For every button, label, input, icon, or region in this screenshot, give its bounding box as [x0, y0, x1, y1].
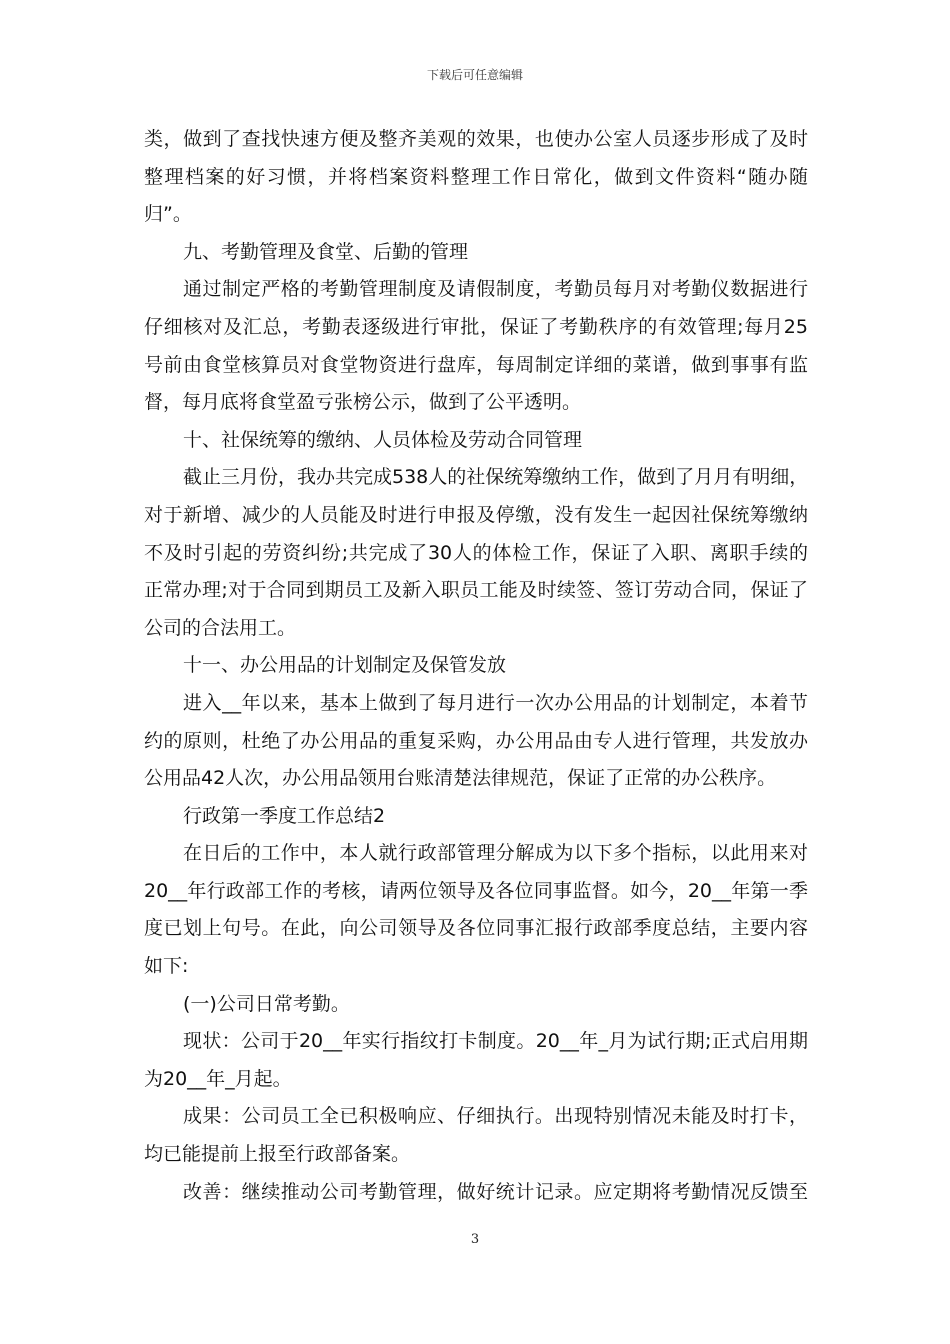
- text-line: 成果：公司员工全已积极响应、仔细执行。出现特别情况未能及时打卡，: [183, 1105, 808, 1128]
- text-line: 20__年行政部工作的考核，请两位领导及各位同事监督。如今，20__年第一季: [144, 879, 808, 902]
- text-line: 截止三月份，我办共完成538人的社保统筹缴纳工作，做到了月月有明细，: [183, 466, 809, 489]
- text-line: 通过制定严格的考勤管理制度及请假制度，考勤员每月对考勤仪数据进行: [183, 278, 808, 301]
- text-line: 类，做到了查找快速方便及整齐美观的效果，也使办公室人员逐步形成了及时: [144, 128, 808, 150]
- text-line: 改善：继续推动公司考勤管理，做好统计记录。应定期将考勤情况反馈至: [183, 1180, 808, 1203]
- text-line: (一)公司日常考勤。: [183, 992, 350, 1015]
- text-line: 在日后的工作中，本人就行政部管理分解成为以下多个指标，以此用来对: [183, 842, 808, 865]
- text-line: 正常办理;对于合同到期员工及新入职员工能及时续签、签订劳动合同，保证了: [144, 579, 808, 602]
- text-line: 仔细核对及汇总，考勤表逐级进行审批，保证了考勤秩序的有效管理;每月25: [144, 315, 808, 338]
- text-line: 均已能提前上报至行政部备案。: [144, 1143, 411, 1166]
- page-header: 下载后可任意编辑: [426, 68, 523, 82]
- text-line: 现状：公司于20__年实行指纹打卡制度。20__年_月为试行期;正式启用期: [183, 1030, 808, 1053]
- text-line: 整理档案的好习惯，并将档案资料整理工作日常化，做到文件资料“随办随: [144, 165, 808, 188]
- text-line: 十、社保统筹的缴纳、人员体检及劳动合同管理: [183, 428, 583, 451]
- text-line: 公用品42人次，办公用品领用台账清楚法律规范，保证了正常的办公秩序。: [144, 767, 777, 790]
- text-line: 归”。: [144, 203, 192, 226]
- text-line: 督，每月底将食堂盈亏张榜公示，做到了公平透明。: [144, 391, 582, 414]
- text-line: 行政第一季度工作总结2: [183, 804, 386, 827]
- page-number: 3: [470, 1232, 480, 1247]
- text-line: 如下:: [144, 955, 189, 978]
- text-line: 不及时引起的劳资纠纷;共完成了30人的体检工作，保证了入职、离职手续的: [144, 541, 808, 564]
- text-line: 度已划上句号。在此，向公司领导及各位同事汇报行政部季度总结，主要内容: [144, 917, 808, 940]
- text-line: 公司的合法用工。: [144, 616, 297, 639]
- text-line: 为20__年_月起。: [144, 1067, 292, 1090]
- text-line: 约的原则，杜绝了办公用品的重复采购，办公用品由专人进行管理，共发放办: [144, 729, 808, 752]
- text-line: 对于新增、减少的人员能及时进行申报及停缴，没有发生一起因社保统筹缴纳: [144, 503, 808, 526]
- text-line: 进入__年以来，基本上做到了每月进行一次办公用品的计划制定，本着节: [183, 691, 808, 714]
- text-line: 九、考勤管理及食堂、后勤的管理: [183, 240, 469, 263]
- text-line: 号前由食堂核算员对食堂物资进行盘库，每周制定详细的菜谱，做到事事有监: [144, 353, 808, 376]
- body-text: [144, 121, 808, 1211]
- text-line: 十一、办公用品的计划制定及保管发放: [183, 654, 507, 677]
